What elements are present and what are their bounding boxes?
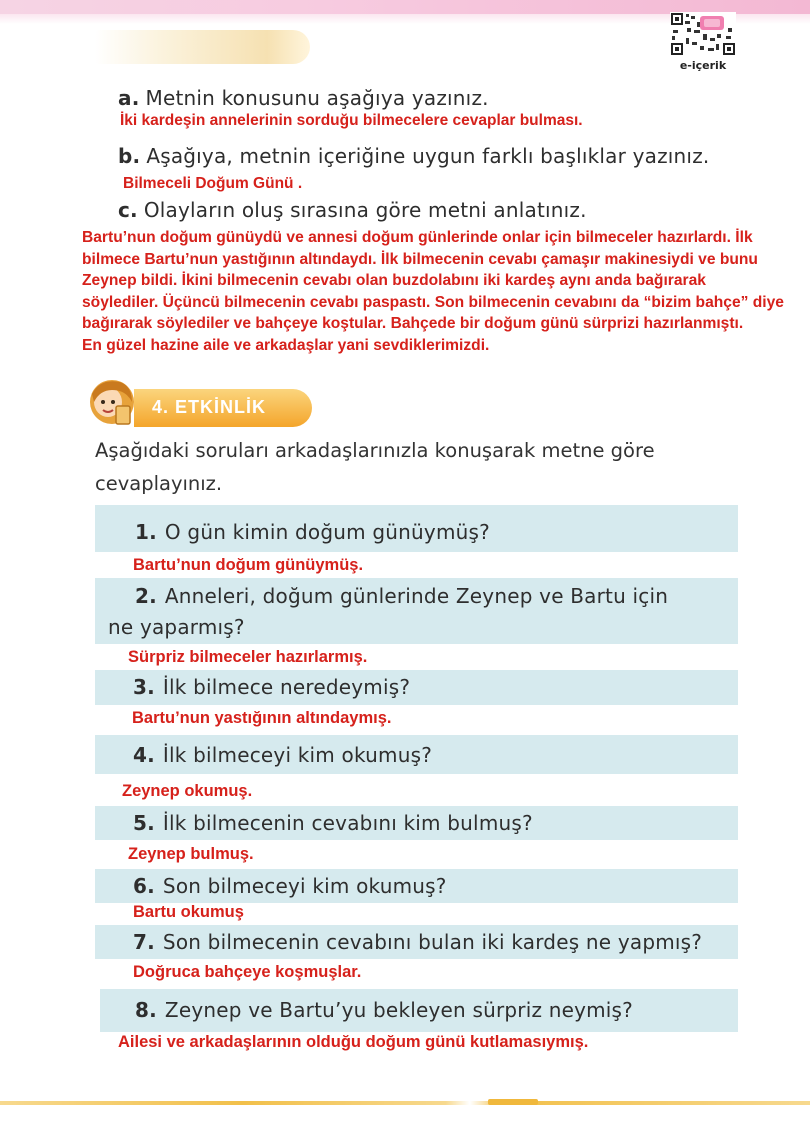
answer-c-line: En güzel hazine aile ve arkadaşlar yani sevdiklerimizdi.	[82, 336, 490, 354]
question-a	[118, 86, 489, 110]
question-5	[133, 811, 533, 835]
question-3-num: 3.	[133, 675, 155, 699]
question-2-text: Anneleri, doğum günlerinde Zeynep ve Bartu için	[164, 584, 669, 608]
bottom-decorative-tick	[488, 1099, 538, 1105]
question-3-text: İlk bilmece neredeymiş?	[162, 675, 411, 699]
answer-b: Bilmeceli Doğum Günü .	[123, 175, 303, 192]
question-a-text: Metnin konusunu aşağıya yazınız.	[145, 86, 489, 110]
question-8-num: 8.	[135, 998, 157, 1022]
activity-badge	[82, 372, 312, 432]
question-1	[135, 520, 490, 544]
answer-c-line: söylediler. Üçüncü bilmecenin cevabı paspastı. Son bilmecenin cevabını da “bizim bahçe” diye	[82, 293, 784, 311]
question-1-num: 1.	[135, 520, 157, 544]
qr-code-icon[interactable]	[670, 12, 736, 56]
question-b-text: Aşağıya, metnin içeriğine uygun farklı başlıklar yazınız.	[146, 144, 710, 168]
answer-c-line: bağırarak söylediler ve bahçeye koştular. Bahçede bir doğum günü sürprizi hazırlanmıştı.	[82, 315, 744, 333]
question-2	[135, 584, 668, 608]
mascot-girl-icon	[82, 372, 142, 432]
question-2-num: 2.	[135, 584, 157, 608]
question-1-text: O gün kimin doğum günüymüş?	[164, 520, 490, 544]
question-7	[133, 930, 702, 954]
question-8-text: Zeynep ve Bartu’yu bekleyen sürpriz neymiş?	[164, 998, 633, 1022]
answer-c-line: bilmece Bartu’nun yastığının altındaydı. İlk bilmecenin cevabı çamaşır makinesiydi ve bunu	[82, 250, 758, 268]
answer-7: Doğruca bahçeye koşmuşlar.	[133, 963, 362, 981]
question-c	[118, 198, 587, 222]
answer-a: İki kardeşin annelerinin sorduğu bilmecelere cevaplar bulması.	[120, 112, 583, 129]
question-b-letter: b.	[118, 144, 141, 168]
question-5-num: 5.	[133, 811, 155, 835]
answer-4: Zeynep okumuş.	[122, 782, 253, 800]
header-brush-decoration	[95, 30, 310, 64]
question-7-num: 7.	[133, 930, 155, 954]
answer-2: Sürpriz bilmeceler hazırlarmış.	[128, 648, 368, 666]
activity-intro: Aşağıdaki soruları arkadaşlarınızla konuşarak metne göre cevaplayınız.	[95, 439, 655, 495]
answer-c-line: Zeynep bildi. İkini bilmecenin cevabı olan buzdolabını iki kardeş aynı anda bağırarak	[82, 272, 706, 290]
answer-6: Bartu okumuş	[133, 903, 244, 921]
question-c-letter: c.	[118, 198, 138, 222]
answer-1: Bartu’nun doğum günüymüş.	[133, 556, 364, 574]
question-b	[118, 144, 709, 168]
answer-5: Zeynep bulmuş.	[128, 845, 254, 863]
question-c-text: Olayların oluş sırasına göre metni anlatınız.	[143, 198, 587, 222]
question-8	[135, 998, 633, 1022]
question-6	[133, 874, 447, 898]
question-6-num: 6.	[133, 874, 155, 898]
question-a-letter: a.	[118, 86, 140, 110]
question-4-text: İlk bilmeceyi kim okumuş?	[162, 743, 433, 767]
question-5-text: İlk bilmecenin cevabını kim bulmuş?	[162, 811, 533, 835]
question-7-text: Son bilmecenin cevabını bulan iki kardeş ne yapmış?	[162, 930, 703, 954]
answer-8: Ailesi ve arkadaşlarının olduğu doğum günü kutlamasıymış.	[118, 1033, 589, 1051]
question-4	[133, 743, 432, 767]
answer-3: Bartu’nun yastığının altındaymış.	[132, 709, 392, 727]
question-2-line2: ne yaparmış?	[108, 615, 245, 639]
question-4-num: 4.	[133, 743, 155, 767]
answer-c-paragraph	[82, 227, 804, 357]
question-3	[133, 675, 410, 699]
activity-badge-label: 4. ETKİNLİK	[152, 397, 267, 417]
bottom-decorative-line	[0, 1101, 810, 1105]
qr-label: e-içerik	[679, 59, 727, 72]
question-6-text: Son bilmeceyi kim okumuş?	[162, 874, 447, 898]
answer-c-line: Bartu’nun doğum günüydü ve annesi doğum günlerinde onlar için bilmeceler hazırlardı. İlk	[82, 229, 753, 246]
